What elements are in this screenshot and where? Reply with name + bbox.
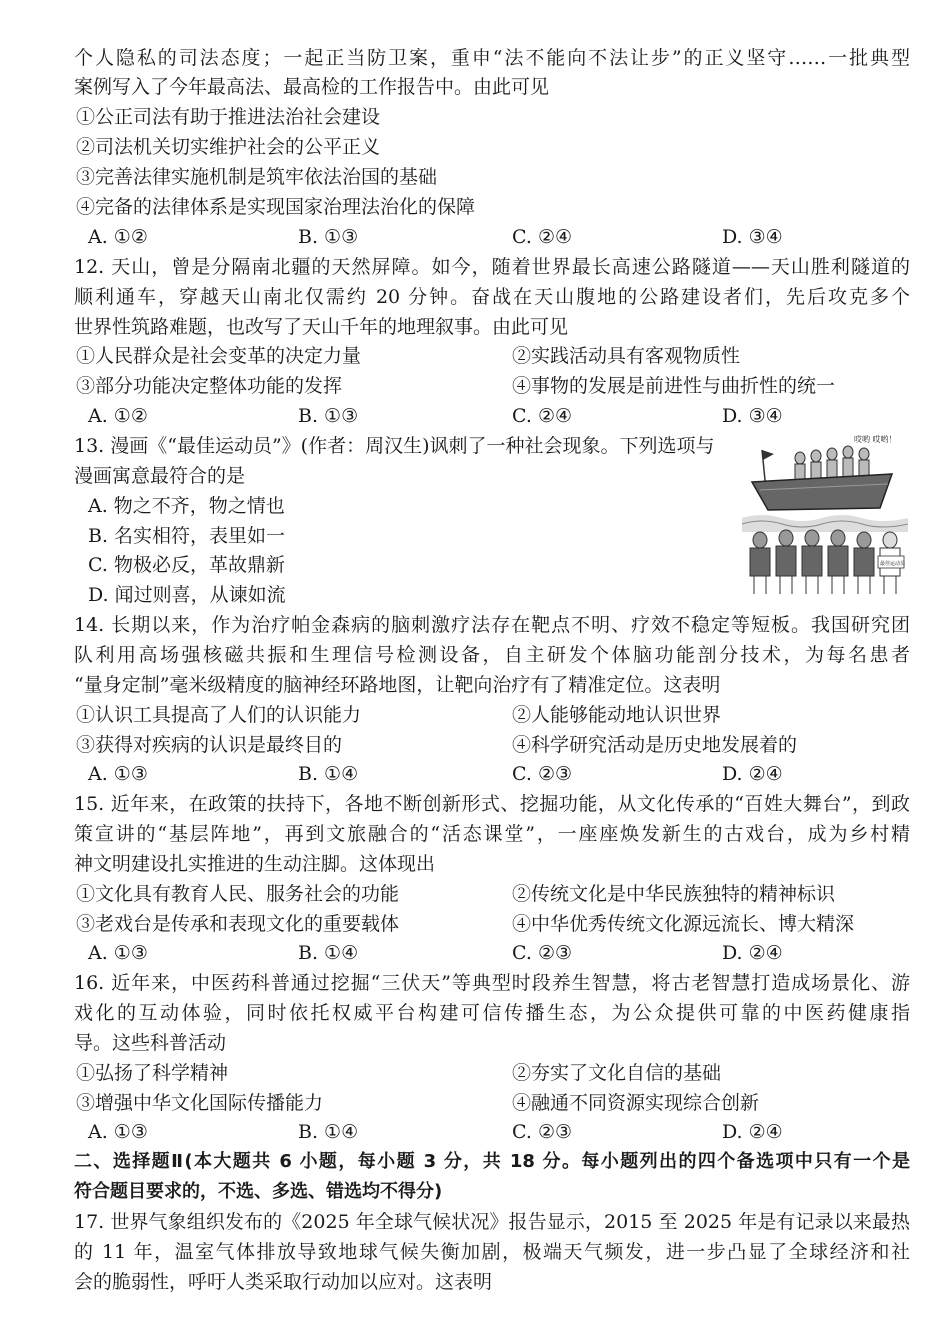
q13-option-a[interactable]: A. 物之不齐，物之情也: [88, 495, 285, 517]
section-header: 二、选择题Ⅱ(本大题共 6 小题，每小题 3 分，共 18 分。每小题列出的四个备选项中只有一个是: [74, 1151, 910, 1172]
q15-statement: ②传统文化是中华民族独特的精神标识: [512, 883, 836, 905]
q14-statement: ③获得对疾病的认识是最终目的: [76, 734, 343, 756]
q11-option-b[interactable]: B. ①③: [298, 226, 359, 248]
q15-option-c[interactable]: C. ②③: [512, 942, 573, 964]
q11-option-a[interactable]: A. ①②: [88, 226, 148, 248]
cartoon-sign: 最佳运动员: [880, 561, 906, 567]
q13-stem-line: 13. 漫画《“最佳运动员”》(作者：周汉生)讽刺了一种社会现象。下列选项与: [74, 435, 715, 457]
cartoon-best-athlete: [742, 432, 908, 598]
q17-stem-line: 会的脆弱性，呼吁人类采取行动加以应对。这表明: [74, 1271, 493, 1293]
q13-option-c[interactable]: C. 物极必反，革故鼎新: [88, 554, 285, 576]
q15-option-a[interactable]: A. ①③: [88, 942, 148, 964]
q14-option-b[interactable]: B. ①④: [298, 763, 359, 785]
q12-option-b[interactable]: B. ①③: [298, 405, 359, 427]
q12-stem-line: 12. 天山，曾是分隔南北疆的天然屏障。如今，随着世界最长高速公路隧道——天山胜利隧道的: [74, 256, 910, 278]
q13-stem-line: 漫画寓意最符合的是: [74, 465, 246, 487]
q12-statement: ③部分功能决定整体功能的发挥: [76, 375, 343, 397]
q15-stem-line: 神文明建设扎实推进的生动注脚。这体现出: [74, 853, 436, 875]
q15-option-d[interactable]: D. ②④: [722, 942, 783, 964]
q15-statement: ③老戏台是传承和表现文化的重要载体: [76, 913, 400, 935]
q12-stem-line: 世界性筑路难题，也改写了天山千年的地理叙事。由此可见: [74, 316, 569, 338]
q16-option-b[interactable]: B. ①④: [298, 1121, 359, 1143]
q14-option-c[interactable]: C. ②③: [512, 763, 573, 785]
q15-stem-line: 15. 近年来，在政策的扶持下，各地不断创新形式、挖掘功能，从文化传承的“百姓大舞台”，到政: [74, 793, 910, 815]
q12-statement: ①人民群众是社会变革的决定力量: [76, 345, 362, 367]
q14-stem-line: 队利用高场强核磁共振和生理信号检测设备，自主研发个体脑功能剖分技术，为每名患者: [74, 644, 910, 666]
q12-stem-line: 顺利通车，穿越天山南北仅需约 20 分钟。奋战在天山腹地的公路建设者们，先后攻克多个: [74, 286, 910, 308]
q14-stem-line: 14. 长期以来，作为治疗帕金森病的脑刺激疗法存在靶点不明、疗效不稳定等短板。我国研究团: [74, 614, 910, 636]
q12-option-a[interactable]: A. ①②: [88, 405, 148, 427]
q11-statement: ④完备的法律体系是实现国家治理法治化的保障: [76, 196, 476, 218]
q11-statement: ②司法机关切实维护社会的公平正义: [76, 136, 381, 158]
q14-statement: ①认识工具提高了人们的认识能力: [76, 704, 362, 726]
q11-stem-line: 个人隐私的司法态度；一起正当防卫案，重申“法不能向不法让步”的正义坚守……一批典型: [74, 47, 910, 69]
q15-stem-line: 策宣讲的“基层阵地”，再到文旅融合的“活态课堂”，一座座焕发新生的古戏台，成为乡村精: [74, 823, 910, 845]
q16-statement: ④融通不同资源实现综合创新: [512, 1092, 760, 1114]
q11-option-d[interactable]: D. ③④: [722, 226, 783, 248]
q12-option-c[interactable]: C. ②④: [512, 405, 573, 427]
q12-statement: ②实践活动具有客观物质性: [512, 345, 741, 367]
q12-option-d[interactable]: D. ③④: [722, 405, 783, 427]
q15-statement: ①文化具有教育人民、服务社会的功能: [76, 883, 400, 905]
q15-option-b[interactable]: B. ①④: [298, 942, 359, 964]
q14-statement: ②人能够能动地认识世界: [512, 704, 722, 726]
q16-statement: ③增强中华文化国际传播能力: [76, 1092, 324, 1114]
q11-stem-line: 案例写入了今年最高法、最高检的工作报告中。由此可见: [74, 76, 550, 98]
q16-stem-line: 戏化的互动体验，同时依托权威平台构建可信传播生态，为公众提供可靠的中医药健康指: [74, 1002, 910, 1024]
q16-option-c[interactable]: C. ②③: [512, 1121, 573, 1143]
q12-statement: ④事物的发展是前进性与曲折性的统一: [512, 375, 836, 397]
cartoon-speech: 哎哟 哎哟！: [854, 435, 897, 444]
q17-stem-line: 17. 世界气象组织发布的《2025 年全球气候状况》报告显示，2015 至 2025 年是有记录以来最热: [74, 1211, 910, 1233]
q16-option-a[interactable]: A. ①③: [88, 1121, 148, 1143]
q16-stem-line: 导。这些科普活动: [74, 1032, 227, 1054]
q14-option-d[interactable]: D. ②④: [722, 763, 783, 785]
section-header: 符合题目要求的，不选、多选、错选均不得分): [74, 1181, 443, 1202]
q11-statement: ①公正司法有助于推进法治社会建设: [76, 106, 381, 128]
q16-statement: ①弘扬了科学精神: [76, 1062, 229, 1084]
q17-stem-line: 的 11 年，温室气体排放导致地球气候失衡加剧，极端天气频发，进一步凸显了全球经济和社: [74, 1241, 910, 1263]
q11-option-c[interactable]: C. ②④: [512, 226, 573, 248]
q16-statement: ②夯实了文化自信的基础: [512, 1062, 722, 1084]
q13-option-b[interactable]: B. 名实相符，表里如一: [88, 525, 286, 547]
q14-stem-line: “量身定制”毫米级精度的脑神经环路地图，让靶向治疗有了精准定位。这表明: [74, 674, 721, 696]
q14-statement: ④科学研究活动是历史地发展着的: [512, 734, 798, 756]
q11-statement: ③完善法律实施机制是筑牢依法治国的基础: [76, 166, 438, 188]
cartoon-illustration: [742, 432, 908, 598]
q16-stem-line: 16. 近年来，中医药科普通过挖掘“三伏天”等典型时段养生智慧，将古老智慧打造成场景化、游: [74, 972, 910, 994]
q13-option-d[interactable]: D. 闻过则喜，从谏如流: [88, 584, 286, 606]
q16-option-d[interactable]: D. ②④: [722, 1121, 783, 1143]
q14-option-a[interactable]: A. ①③: [88, 763, 148, 785]
q15-statement: ④中华优秀传统文化源远流长、博大精深: [512, 913, 855, 935]
